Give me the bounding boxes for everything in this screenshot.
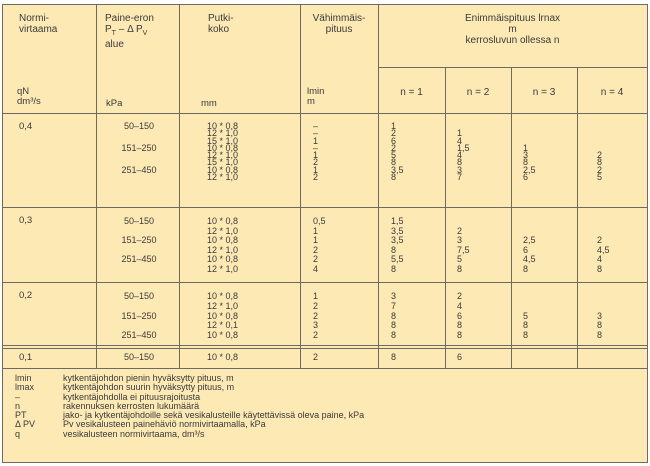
max-length-n1: 1,5 3,5 3,5 8 5,5 8 bbox=[391, 216, 404, 274]
divider bbox=[3, 348, 647, 349]
legend-row: PT jako- ja kytkentäjohdoille sekä vesikalusteille käytettävissä oleva paine, kPa bbox=[15, 410, 365, 421]
min-length: 2 bbox=[313, 352, 319, 362]
legend bbox=[15, 374, 364, 439]
unit-pipe: mm bbox=[201, 98, 217, 109]
divider bbox=[3, 207, 647, 208]
min-length: 0,5 1 1 2 2 4 bbox=[313, 216, 326, 274]
max-length-n1: 1 2 6 2 5 8 3,5 8 bbox=[391, 121, 404, 183]
divider bbox=[378, 5, 379, 368]
pressure-range: 50–150 bbox=[123, 352, 155, 362]
pressure-range: 50–150 151–250 251–450 bbox=[121, 216, 157, 264]
legend-row: lmin kytkentäjohdon pienin hyväksytty pituus, m bbox=[15, 373, 234, 383]
max-length-n3: 2,5 6 4,5 8 bbox=[523, 235, 536, 274]
max-length-n2: 1 4 1,5 4 8 3 7 bbox=[457, 128, 470, 183]
divider bbox=[3, 113, 647, 114]
divider bbox=[96, 5, 97, 368]
flow-value: 0,1 bbox=[19, 352, 33, 363]
legend-row: n rakennuksen kerrosten lukumäärä bbox=[15, 400, 200, 411]
legend-row: Δ PV Pv vesikalusteen painehäviö normivirtaamalla, kPa bbox=[15, 419, 266, 430]
divider bbox=[3, 282, 647, 283]
min-length: 1 2 2 3 2 bbox=[313, 291, 319, 341]
header-n3: n = 3 bbox=[532, 87, 556, 98]
header-pipe-size: Putki- koko bbox=[208, 13, 234, 35]
divider bbox=[3, 345, 647, 346]
max-length-n3: 5 8 8 bbox=[523, 310, 529, 341]
unit-pressure: kPa bbox=[106, 98, 123, 109]
max-length-n4: 2 8 2 5 bbox=[597, 150, 603, 183]
max-length-n2: 2 4 6 8 8 bbox=[457, 291, 463, 341]
legend-row: q vesikalusteen normivirtaama, dm³/s bbox=[15, 428, 205, 439]
max-length-n1: 8 bbox=[391, 352, 397, 362]
pressure-range: 50–150 151–250 251–450 bbox=[121, 291, 157, 341]
max-length-n3: 1 3 8 2,5 6 bbox=[523, 142, 536, 183]
pressure-range: 50–150 151–250 251–450 bbox=[121, 121, 157, 175]
legend-row: – kytkentäjohdolla ei pituusrajoitusta bbox=[15, 391, 201, 402]
legend-row: lmax kytkentäjohdon suurin hyväksytty pituus, m bbox=[15, 382, 235, 393]
unit-min-length: lmin m bbox=[307, 86, 325, 107]
header-flow-rate: Normi- virtaama bbox=[19, 13, 58, 35]
pipe-size: 10 * 0,8 bbox=[207, 352, 239, 362]
header-n1: n = 1 bbox=[400, 87, 423, 98]
min-length: – – 1 – 1 2 1 2 bbox=[313, 121, 319, 183]
divider bbox=[3, 368, 647, 369]
unit-flow-rate: qN dm³/s bbox=[17, 86, 41, 107]
header-n2: n = 2 bbox=[466, 87, 490, 98]
header-max-length: Enimmäispituus lrnax m kerrosluvun ollessa n bbox=[464, 13, 561, 46]
pipe-size: 10 * 0,8 12 * 1,0 10 * 0,8 12 * 0,1 10 * 0,8 bbox=[207, 291, 239, 341]
pipe-length-table bbox=[2, 4, 648, 463]
divider bbox=[179, 5, 180, 368]
flow-value: 0,2 bbox=[19, 290, 33, 301]
flow-value: 0,3 bbox=[19, 215, 33, 226]
max-length-n1: 3 7 8 8 8 bbox=[391, 291, 397, 341]
header-min-length: Vähimmäis- pituus bbox=[312, 13, 366, 35]
header-n4: n = 4 bbox=[600, 87, 624, 98]
pipe-size: 10 * 0,8 12 * 1,0 15 * 1,0 10 * 0,8 12 * 1,0 15 * 1,0 10 * 0,8 12 * 1,0 bbox=[207, 121, 239, 183]
divider bbox=[378, 67, 647, 68]
max-length-n2: 6 bbox=[457, 352, 463, 362]
pipe-size: 10 * 0,8 12 * 1,0 10 * 0,8 12 * 1,0 10 * 0,8 12 * 1,0 bbox=[207, 216, 239, 274]
header-pressure-range: Paine-eron $P_T$ – Δ $P_V$ alue bbox=[105, 13, 154, 50]
max-length-n4: 2 4,5 4 8 bbox=[597, 235, 610, 274]
max-length-n2: 2 3 7,5 5 8 bbox=[457, 225, 470, 274]
flow-value: 0,4 bbox=[19, 121, 33, 132]
divider bbox=[300, 5, 301, 368]
max-length-n4: 3 8 8 bbox=[597, 310, 603, 341]
